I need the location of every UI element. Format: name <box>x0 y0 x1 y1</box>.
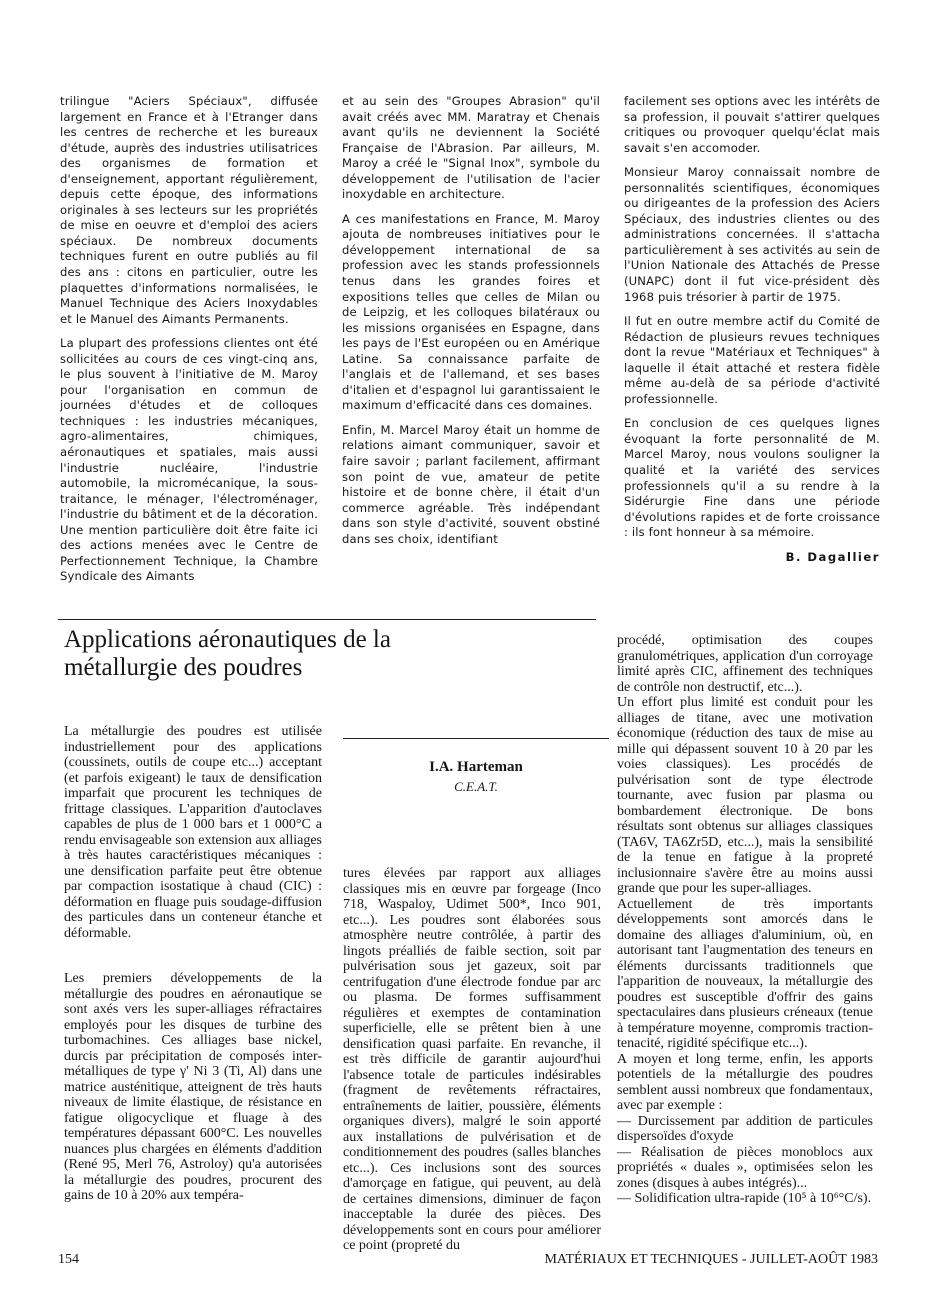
paragraph: Monsieur Maroy connaissait nombre de personnalités scientifiques, économiques ou dirigeantes de la profession des Aciers Spéciaux, des industries clientes ou des administrations concernées. Il s'attacha particulièrement à ses activités au sein de l'Union Nationale des Attachés de Presse (UNAPC) dont il fut vice-président dès 1968 puis trésorier à partir de 1975. <box>624 165 880 304</box>
journal-footer: MATÉRIAUX ET TECHNIQUES - JUILLET-AOÛT 1983 <box>544 1252 878 1267</box>
paragraph: La métallurgie des poudres est utilisée industriellement pour des applications (coussinets, outils de coupe etc...) acceptant (et parfois exigeant) le taux de densification imparfait que procurent les techniques de frittage classiques. L'apparition d'autoclaves capables de plus de 1 000 bars et 1 000°C a rendu envisageable son extension aux alliages à très hautes caractéristiques mécaniques : une densification parfaite peut être obtenue par compaction isostatique à chaud (CIC) : déformation en fluage puis soudage-diffusion des particules dans un conteneur étanche et déformable. <box>64 724 322 941</box>
paragraph: Enfin, M. Marcel Maroy était un homme de relations aimant communiquer, savoir et faire savoir ; parlant facilement, affirmant son point de vue, amateur de petite histoire et de bonne chère, il était d'un commerce agréable. Très indépendant dans son style d'activité, souvent obstiné dans ses choix, identifiant <box>342 422 600 546</box>
paragraph: A ces manifestations en France, M. Maroy ajouta de nombreuses initiatives pour le développement international de sa profession avec les stands professionnels tenus dans les grandes foires et expositions telles que celles de Milan ou de Leipzig, et les colloques bilatéraux ou les missions organisées en Espagne, dans les pays de l'Est européen ou en Amérique Latine. Sa connaissance parfaite de l'anglais et de l'allemand, et ses bases d'italien et d'espagnol lui garantissaient le maximum d'efficacité dans ces domaines. <box>342 211 600 413</box>
author-name: I.A. Harteman <box>429 759 523 775</box>
section-divider <box>58 619 596 620</box>
paragraph: Actuellement de très importants développements sont amorcés dans le domaine des alliages d'aluminium, où, en autorisant tant l'augmentation des teneurs en éléments durcissants traditionnels que l'apparition de nouveaux, la métallurgie des poudres est susceptible d'offrir des gains spectaculaires dans plusieurs créneaux (tenue à température moyenne, compromis traction-tenacité, rigidité spécifique etc...). <box>617 896 873 1051</box>
paragraph: La plupart des professions clientes ont été sollicitées au cours de ces vingt-cinq ans, le plus souvent à l'initiative de M. Maroy pour l'organisation en commun de journées d'études et de colloques techniques : les industries mécaniques, agro-alimentaires, chimiques, aéronautiques et spatiales, mais aussi l'industrie nucléaire, l'industrie automobile, la micromécanique, la sous-traitance, le ménager, l'électroménager, l'industrie du bâtiment et de la décoration. Une mention particulière doit être faite ici des actions menées avec le Centre de Perfectionnement Technique, la Chambre Syndicale des Aimants <box>60 336 318 584</box>
article-title: Applications aéronautiques de la métallurgie des poudres <box>64 626 391 681</box>
paragraph: procédé, optimisation des coupes granulométriques, application d'un corroyage limité après CIC, affinement des techniques de contrôle non destructif, etc...). <box>617 633 873 695</box>
list-item: — Solidification ultra-rapide (10⁵ à 10⁶°C/s). <box>617 1191 872 1206</box>
page-number: 154 <box>58 1252 79 1267</box>
list-item: — Réalisation de pièces monoblocs aux propriétés « duales », optimisées selon les zones (disques à aubes intégrés)... <box>617 1144 873 1191</box>
signature: B. Dagallier <box>785 549 880 564</box>
article-column-3 <box>617 633 873 1207</box>
article-column-1 <box>64 724 322 1204</box>
author-block <box>343 738 609 795</box>
paragraph: A moyen et long terme, enfin, les apports potentiels de la métallurgie des poudres semblent aussi nombreux que fondamentaux, avec par exemple : <box>617 1051 873 1113</box>
paragraph: facilement ses options avec les intérêts de sa profession, il pouvait s'attirer quelques critiques ou provoquer quelqu'éclat mais savait s'en accomoder. <box>624 94 880 155</box>
article-column-2 <box>343 866 601 1254</box>
top-column-1 <box>60 94 318 594</box>
list-item: — Durcissement par addition de particules dispersoïdes d'oxyde <box>617 1113 873 1144</box>
paragraph: Les premiers développements de la métallurgie des poudres en aéronautique se sont axés vers les super-alliages réfractaires employés pour les disques de turbine des turbomachines. Ces alliages base nickel, durcis par précipitation de composés inter-métalliques de type γ' Ni 3 (Ti, Al) dans une matrice austénitique, atteignent de très hauts niveaux de limite élastique, de résistance en fatigue oligocyclique et fluage à des températures dépassant 600°C. Les nouvelles nuances plus chargées en éléments d'addition (René 95, Merl 76, Astroloy) qu'a autorisées la métallurgie des poudres, procurent des gains de 10 à 20% aux tempéra- <box>64 971 322 1203</box>
author-affiliation: C.E.A.T. <box>454 779 498 794</box>
paragraph: Un effort plus limité est conduit pour les alliages de titane, avec une motivation économique (réduction des taux de mise au mille qui dépassent souvent 10 à 20 par les voies classiques). Les procédés de pulvérisation sont de type électrode tournante, avec fusion par plasma ou bombardement électronique. De bons résultats sont obtenus sur alliages classiques (TA6V, TA6Zr5D, etc...), mais la sensibilité de la tenue en fatigue à la propreté inclusionnaire s'avère être au moins aussi grande que pour les super-alliages. <box>617 695 873 896</box>
top-column-3 <box>624 94 880 565</box>
paragraph: et au sein des "Groupes Abrasion" qu'il avait créés avec MM. Maratray et Chenais avant qu'ils ne deviennent la Société Française de l'Abrasion. Par ailleurs, M. Maroy a créé le "Signal Inox", symbole du développement de l'utilisation de l'acier inoxydable en architecture. <box>342 94 600 202</box>
top-column-2 <box>342 94 600 556</box>
paragraph: trilingue "Aciers Spéciaux", diffusée largement en France et à l'Etranger dans les centres de recherche et les bureaux d'étude, auprès des industries utilisatrices des organismes de formation et d'enseignement, apportant régulièrement, depuis cette époque, des informations originales à ses lecteurs sur les propriétés de mise en oeuvre et d'emploi des aciers spéciaux. De nombreux documents techniques furent en outre publiés au fil des ans : citons en particulier, outre les plaquettes d'informations normalisées, le Manuel Technique des Aciers Inoxydables et le Manuel des Aimants Permanents. <box>60 94 318 326</box>
paragraph: En conclusion de ces quelques lignes évoquant la forte personnalité de M. Marcel Maroy, nous voulons souligner la qualité et la variété des services professionnels qu'il a su rendre à la Sidérurgie Fine dans une période d'évolutions rapides et de forte croissance : ils font honneur à sa mémoire. <box>624 416 880 540</box>
paragraph: Il fut en outre membre actif du Comité de Rédaction de plusieurs revues techniques dont la revue "Matériaux et Techniques" à laquelle il était attaché et restera fidèle même au-delà de sa période d'activité professionnelle. <box>624 314 880 406</box>
paragraph: tures élevées par rapport aux alliages classiques mis en œuvre par forgeage (Inco 718, Waspaloy, Udimet 500*, Inco 901, etc...). Les poudres sont élaborées sous atmosphère neutre contrôlée, à partir des lingots préalliés de faible section, soit par pulvérisation sous jet gazeux, soit par centrifugation d'une électrode fondue par arc ou plasma. De formes suffisamment régulières et exemptes de contamination superficielle, elle se prêtent bien à une densification quasi parfaite. En revanche, il est très difficile de garantir aujourd'hui l'absence totale de particules indésirables (fragment de revêtements réfractaires, entraînements de laitier, poussière, éléments organiques divers), malgré le soin apporté aux installations de pulvérisation et de conditionnement des poudres (salles blanches etc...). Ces inclusions sont des sources d'amorçage en fatigue, qui peuvent, au delà de certaines dimensions, diminuer de façon inacceptable la durée des pièces. Des développements sont en cours pour améliorer ce point (propreté du <box>343 866 601 1253</box>
